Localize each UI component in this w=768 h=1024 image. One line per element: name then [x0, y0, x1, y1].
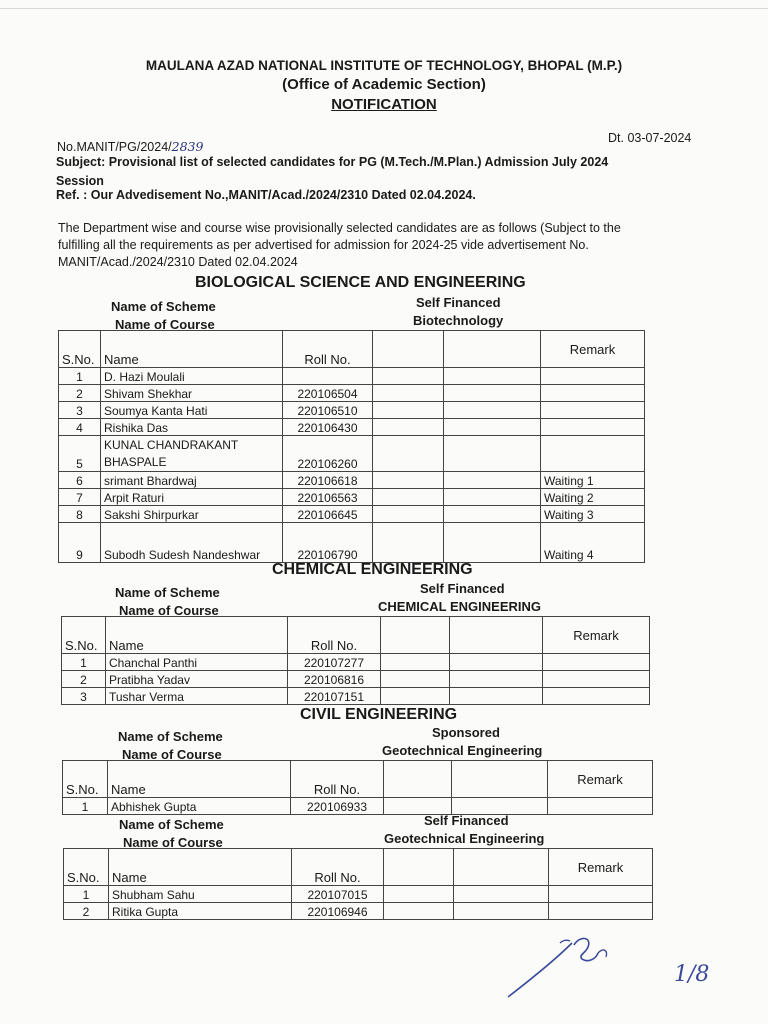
- name-cell: Tushar Verma: [106, 688, 288, 705]
- table-row: [64, 886, 653, 903]
- empty-cell: [444, 436, 541, 472]
- empty-cell: [373, 472, 444, 489]
- empty-cell: [444, 523, 541, 563]
- scan-edge-line: [0, 8, 768, 9]
- empty-cell: [444, 385, 541, 402]
- reference-number: [57, 139, 203, 154]
- roll-cell: 220106563: [283, 489, 373, 506]
- course-value: Geotechnical Engineering: [382, 743, 543, 758]
- table-row: [59, 472, 645, 489]
- empty-cell: [444, 419, 541, 436]
- remark-cell: Waiting 2: [541, 489, 645, 506]
- notification-title: NOTIFICATION: [331, 96, 437, 113]
- empty-cell: [444, 472, 541, 489]
- name-cell: Chanchal Panthi: [106, 654, 288, 671]
- header-remark: Remark: [543, 617, 650, 654]
- subject-line-2: Session: [56, 174, 104, 188]
- remark-cell: [549, 886, 653, 903]
- name-cell: KUNAL CHANDRAKANT BHASPALE: [101, 436, 283, 472]
- roll-cell: 220106645: [283, 506, 373, 523]
- header-roll: Roll No.: [283, 331, 373, 368]
- sno-cell: 2: [64, 903, 109, 920]
- table-row: [59, 402, 645, 419]
- course-label: Name of Course: [122, 747, 222, 762]
- sno-cell: 6: [59, 472, 101, 489]
- table-row: [62, 654, 650, 671]
- empty-cell: [373, 368, 444, 385]
- table-row: [59, 506, 645, 523]
- sno-cell: 4: [59, 419, 101, 436]
- course-label: Name of Course: [119, 603, 219, 618]
- signature: [500, 925, 620, 1005]
- scheme-label: Name of Scheme: [119, 817, 224, 832]
- scheme-value: Self Financed: [416, 295, 501, 310]
- name-cell: D. Hazi Moulali: [101, 368, 283, 385]
- sno-cell: 9: [59, 523, 101, 563]
- sno-cell: 3: [62, 688, 106, 705]
- empty-cell: [450, 671, 543, 688]
- header-sno: S.No.: [63, 761, 108, 798]
- roll-cell: 220106946: [292, 903, 384, 920]
- course-value: CHEMICAL ENGINEERING: [378, 599, 541, 614]
- empty-cell: [384, 886, 454, 903]
- scheme-value: Sponsored: [432, 725, 500, 740]
- remark-cell: [541, 419, 645, 436]
- office-name: (Office of Academic Section): [282, 76, 486, 93]
- header-roll: Roll No.: [292, 849, 384, 886]
- roll-cell: 220106816: [288, 671, 381, 688]
- table-row: [59, 523, 645, 563]
- table-row: [59, 368, 645, 385]
- scheme-value: Self Financed: [424, 813, 509, 828]
- empty-cell: [454, 886, 549, 903]
- table-row: [59, 385, 645, 402]
- remark-cell: [548, 798, 653, 815]
- roll-cell: 220106933: [291, 798, 384, 815]
- empty-cell: [450, 617, 543, 654]
- remark-cell: [541, 368, 645, 385]
- remark-cell: Waiting 4: [541, 523, 645, 563]
- empty-cell: [373, 419, 444, 436]
- remark-cell: [541, 385, 645, 402]
- reference-number-handwritten: 2839: [171, 139, 204, 154]
- empty-cell: [384, 849, 454, 886]
- table-row: [62, 671, 650, 688]
- sno-cell: 2: [62, 671, 106, 688]
- header-name: Name: [109, 849, 292, 886]
- header-sno: S.No.: [59, 331, 101, 368]
- name-cell: Sakshi Shirpurkar: [101, 506, 283, 523]
- course-value: Geotechnical Engineering: [384, 831, 545, 846]
- intro-line-2: fulfilling all the requirements as per advertised for admission for 2024-25 vide advertisement No.: [58, 238, 589, 252]
- sno-cell: 1: [64, 886, 109, 903]
- header-sno: S.No.: [62, 617, 106, 654]
- sno-cell: 5: [59, 436, 101, 472]
- roll-cell: 220107151: [288, 688, 381, 705]
- header-roll: Roll No.: [288, 617, 381, 654]
- empty-cell: [384, 798, 452, 815]
- empty-cell: [373, 331, 444, 368]
- empty-cell: [381, 617, 450, 654]
- empty-cell: [384, 903, 454, 920]
- name-cell: Subodh Sudesh Nandeshwar: [101, 523, 283, 563]
- sno-cell: 1: [59, 368, 101, 385]
- empty-cell: [450, 688, 543, 705]
- empty-cell: [373, 523, 444, 563]
- remark-cell: [541, 402, 645, 419]
- remark-cell: [543, 688, 650, 705]
- empty-cell: [444, 506, 541, 523]
- empty-cell: [381, 671, 450, 688]
- header-remark: Remark: [549, 849, 653, 886]
- table-header-row: [63, 761, 653, 798]
- header-remark: Remark: [548, 761, 653, 798]
- name-cell: Ritika Gupta: [109, 903, 292, 920]
- scheme-label: Name of Scheme: [111, 299, 216, 314]
- page-number: 1/8: [674, 962, 710, 987]
- name-cell: Arpit Raturi: [101, 489, 283, 506]
- course-value: Biotechnology: [413, 313, 504, 328]
- scheme-label: Name of Scheme: [118, 729, 223, 744]
- empty-cell: [444, 331, 541, 368]
- empty-cell: [384, 761, 452, 798]
- subject-line-1: Subject: Provisional list of selected candidates for PG (M.Tech./M.Plan.) Admission July 2024: [56, 155, 609, 169]
- empty-cell: [373, 402, 444, 419]
- sno-cell: 2: [59, 385, 101, 402]
- roll-cell: 220106618: [283, 472, 373, 489]
- header-remark: Remark: [541, 331, 645, 368]
- empty-cell: [444, 489, 541, 506]
- candidate-table-civil-self-financed: [63, 848, 653, 920]
- empty-cell: [452, 798, 548, 815]
- sno-cell: 7: [59, 489, 101, 506]
- roll-cell: 220106790: [283, 523, 373, 563]
- scheme-label: Name of Scheme: [115, 585, 220, 600]
- empty-cell: [450, 654, 543, 671]
- table-row: [59, 436, 645, 472]
- candidate-table-civil-sponsored: [62, 760, 653, 815]
- name-cell: Pratibha Yadav: [106, 671, 288, 688]
- course-label: Name of Course: [123, 835, 223, 850]
- reference-number-print: No.MANIT/PG/2024/: [57, 140, 172, 154]
- empty-cell: [454, 849, 549, 886]
- sno-cell: 3: [59, 402, 101, 419]
- sno-cell: 8: [59, 506, 101, 523]
- empty-cell: [381, 654, 450, 671]
- roll-cell: 220106260: [283, 436, 373, 472]
- department-title-chemical: CHEMICAL ENGINEERING: [272, 561, 473, 578]
- name-cell: Rishika Das: [101, 419, 283, 436]
- course-label: Name of Course: [115, 317, 215, 332]
- empty-cell: [373, 506, 444, 523]
- empty-cell: [444, 402, 541, 419]
- header-roll: Roll No.: [291, 761, 384, 798]
- empty-cell: [381, 688, 450, 705]
- name-cell: Shivam Shekhar: [101, 385, 283, 402]
- header-name: Name: [108, 761, 291, 798]
- scheme-value: Self Financed: [420, 581, 505, 596]
- empty-cell: [373, 436, 444, 472]
- header-name: Name: [101, 331, 283, 368]
- candidate-table-biological: [58, 330, 645, 563]
- empty-cell: [373, 385, 444, 402]
- roll-cell: 220106504: [283, 385, 373, 402]
- intro-line-3: MANIT/Acad./2024/2310 Dated 02.04.2024: [58, 255, 298, 269]
- sno-cell: 1: [63, 798, 108, 815]
- table-row: [62, 688, 650, 705]
- remark-cell: [543, 654, 650, 671]
- remark-cell: [541, 436, 645, 472]
- empty-cell: [444, 368, 541, 385]
- roll-cell: 220106430: [283, 419, 373, 436]
- department-title-biological: BIOLOGICAL SCIENCE AND ENGINEERING: [195, 274, 526, 291]
- institute-name: MAULANA AZAD NATIONAL INSTITUTE OF TECHNOLOGY, BHOPAL (M.P.): [145, 58, 623, 73]
- header-name: Name: [106, 617, 288, 654]
- remark-cell: Waiting 1: [541, 472, 645, 489]
- roll-cell: [283, 368, 373, 385]
- table-row: [59, 419, 645, 436]
- table-header-row: [59, 331, 645, 368]
- table-row: [63, 798, 653, 815]
- department-title-civil: CIVIL ENGINEERING: [300, 706, 458, 723]
- header-sno: S.No.: [64, 849, 109, 886]
- reference-line: Ref. : Our Advedisement No.,MANIT/Acad./2024/2310 Dated 02.04.2024.: [56, 188, 476, 202]
- name-cell: Shubham Sahu: [109, 886, 292, 903]
- name-cell: Abhishek Gupta: [108, 798, 291, 815]
- empty-cell: [452, 761, 548, 798]
- table-row: [64, 903, 653, 920]
- remark-cell: Waiting 3: [541, 506, 645, 523]
- roll-cell: 220107015: [292, 886, 384, 903]
- sno-cell: 1: [62, 654, 106, 671]
- table-row: [59, 489, 645, 506]
- remark-cell: [549, 903, 653, 920]
- table-header-row: [64, 849, 653, 886]
- intro-line-1: The Department wise and course wise provisionally selected candidates are as follows (Subject to the: [58, 221, 621, 235]
- notification-date: Dt. 03-07-2024: [608, 131, 692, 145]
- empty-cell: [454, 903, 549, 920]
- candidate-table-chemical: [61, 616, 650, 705]
- name-cell: Soumya Kanta Hati: [101, 402, 283, 419]
- roll-cell: 220107277: [288, 654, 381, 671]
- name-cell: srimant Bhardwaj: [101, 472, 283, 489]
- empty-cell: [373, 489, 444, 506]
- table-header-row: [62, 617, 650, 654]
- remark-cell: [543, 671, 650, 688]
- roll-cell: 220106510: [283, 402, 373, 419]
